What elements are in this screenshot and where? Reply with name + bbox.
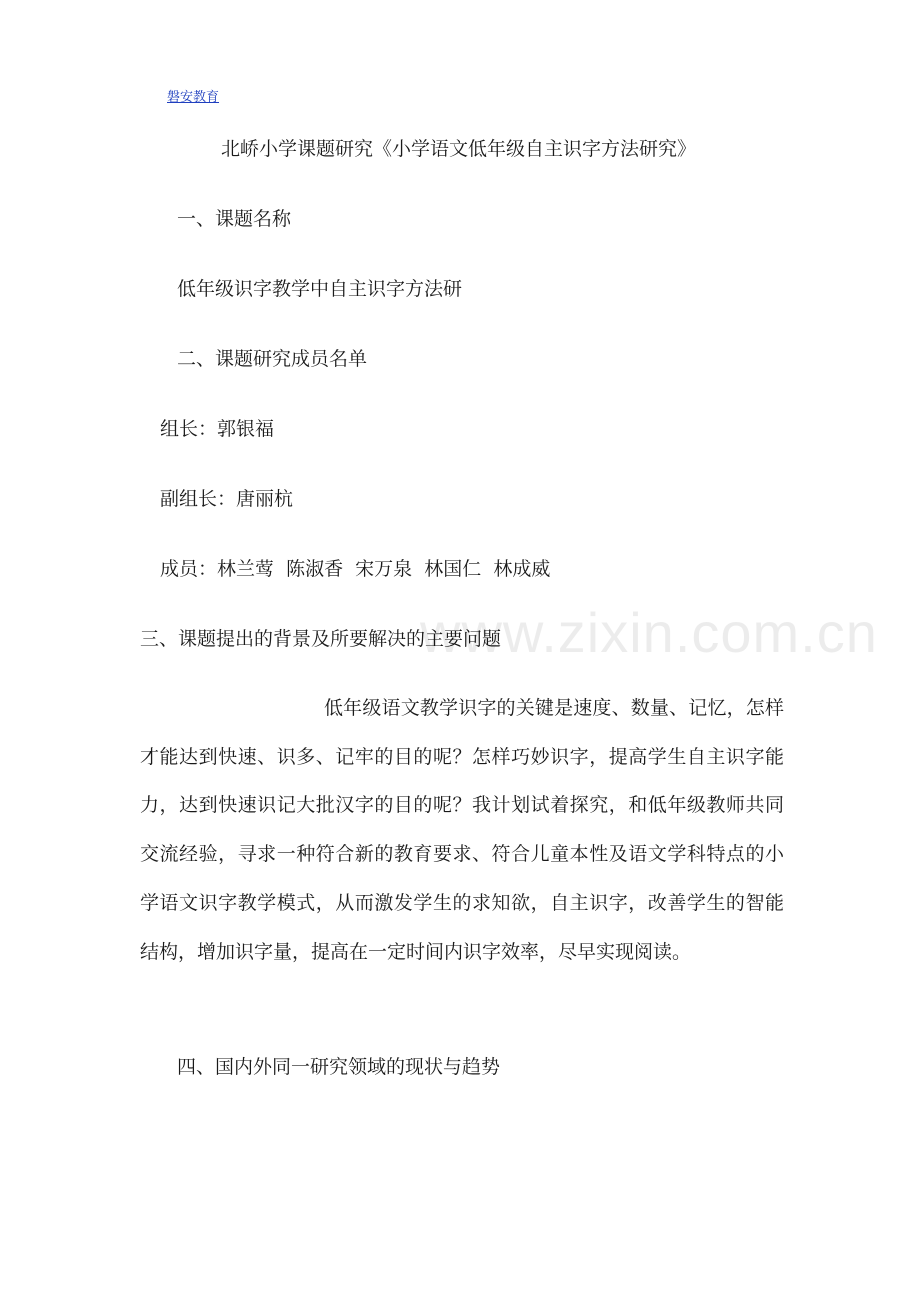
section-1-body: 低年级识字教学中自主识字方法研 [177,278,463,300]
members-list: 成员：林兰莺 陈淑香 宋万泉 林国仁 林成威 [160,558,551,580]
header-link[interactable]: 磐安教育 [167,90,220,105]
deputy-leader: 副组长：唐丽杭 [160,488,294,510]
section-1-heading: 一、课题名称 [177,208,292,230]
section-2-heading: 二、课题研究成员名单 [177,348,368,370]
group-leader: 组长：郭银福 [160,418,275,440]
watermark: www.zixin.com.cn [420,601,878,664]
section-3-heading: 三、课题提出的背景及所要解决的主要问题 [140,628,502,650]
section-3-paragraph: 低年级语文教学识字的关键是速度、数量、记忆，怎样才能达到快速、识多、记牢的目的呢？怎样巧妙识字，提高学生自主识字能力，达到快速识记大批汉字的目的呢？我计划试着探究，和低年级教师共同交流经验，寻求一种符合新的教育要求、符合儿童本性及语文学科特点的小学语文识字教学模式，从而激发学生的求知欲，自主识字，改善学生的智能结构，增加识字量，提高在一定时间内识字效率，尽早实现阅读。 [140,697,784,963]
section-4-heading: 四、国内外同一研究领域的现状与趋势 [177,1056,501,1078]
document-title: 北峤小学课题研究《小学语文低年级自主识字方法研究》 [221,138,697,160]
